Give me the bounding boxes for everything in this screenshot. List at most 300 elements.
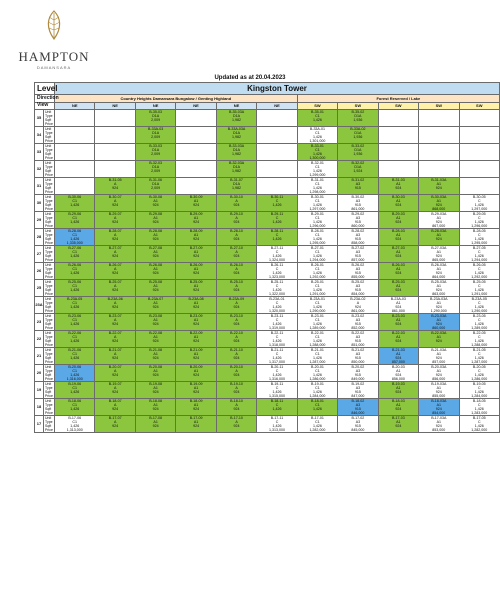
row-label: Price [45, 190, 53, 194]
unit-number: B-28-07 [108, 229, 122, 233]
unit-type: C [477, 301, 481, 305]
unit-price: 847,000 [351, 394, 365, 398]
unit-price: 854,000 [432, 411, 446, 415]
unit-type: A1 [193, 369, 199, 373]
unit-price: 1,287,000 [471, 360, 488, 364]
unit-number: B-30-09 [189, 195, 203, 199]
unit-sqft: 1,426 [70, 254, 80, 258]
unit-cell [459, 195, 499, 212]
unit-cell [297, 399, 337, 416]
unit-sqft: 924 [193, 390, 200, 394]
unit-type: D1A [152, 165, 160, 169]
unit-type: C1 [72, 386, 78, 390]
unit-price: 1,299,000 [309, 173, 326, 177]
unit-price [460, 139, 499, 143]
unit-number: B-21-05 [472, 348, 486, 352]
unit-cell [419, 382, 459, 399]
floor-level: 17 [35, 416, 44, 433]
unit-sqft: 924 [233, 322, 240, 326]
unit-number: B-23-07 [108, 314, 122, 318]
unit-sqft: 915 [354, 407, 361, 411]
unit-price [55, 156, 94, 160]
floor-level: 35 [35, 110, 44, 127]
row-label: Sqft [45, 305, 52, 309]
unit-cell [55, 229, 95, 246]
unit-price [55, 224, 94, 228]
unit-cell [135, 314, 175, 331]
unit-sqft: 1,426 [70, 237, 80, 241]
unit-type: A1 [396, 199, 401, 203]
unit-cell [419, 331, 459, 348]
unit-type: A3 [355, 369, 361, 373]
unit-cell [297, 161, 337, 178]
unit-cell [216, 280, 256, 297]
row-label: Unit [45, 144, 52, 148]
unit-price [136, 241, 175, 245]
unit-price: 857,000 [351, 258, 365, 262]
unit-sqft: 1,426 [70, 305, 80, 309]
unit-cell [378, 382, 418, 399]
unit-cell [338, 365, 378, 382]
unit-sqft: 924 [193, 220, 200, 224]
unit-type: C1 [315, 301, 320, 305]
unit-price [257, 411, 296, 415]
unit-price: 1,297,000 [309, 207, 326, 211]
unit-type: A3 [355, 420, 361, 424]
unit-price [55, 207, 94, 211]
unit-type: C1 [315, 267, 320, 271]
unit-number: B-23A-03A [430, 297, 448, 301]
unit-type: D1A [354, 131, 362, 135]
unit-cell [419, 399, 459, 416]
unit-cell [55, 297, 95, 314]
unit-cell [338, 348, 378, 365]
unit-number: B-28-02 [351, 229, 365, 233]
unit-cell [135, 212, 175, 229]
unit-price: 850,000 [351, 360, 365, 364]
unit-type: C [275, 369, 279, 373]
unit-sqft: 924 [152, 322, 159, 326]
unit-price: 1,289,000 [471, 326, 488, 330]
unit-sqft: 1,426 [272, 220, 282, 224]
unit-price [419, 122, 458, 126]
unit-cell [55, 161, 95, 178]
unit-number: B-17-06 [68, 416, 82, 420]
unit-price: 1,317,000 [268, 360, 285, 364]
unit-cell [378, 246, 418, 263]
unit-cell [176, 127, 216, 144]
unit-sqft: 1,426 [272, 373, 282, 377]
unit-type: A [356, 301, 360, 305]
unit-number: B-22-03 [391, 331, 405, 335]
unit-price: 1,315,000 [268, 394, 285, 398]
unit-sqft: 1,426 [312, 373, 322, 377]
unit-price [55, 122, 94, 126]
unit-number: B-21-10 [230, 348, 243, 352]
row-labels [44, 331, 55, 348]
unit-sqft: 1,426 [312, 237, 322, 241]
unit-price: 1,313,000 [268, 428, 285, 432]
unit-number: B-23-11 [270, 314, 284, 318]
unit-sqft: 924 [112, 288, 119, 292]
row-label: Unit [45, 110, 52, 114]
view-cell: SW [419, 103, 459, 110]
unit-price: 1,282,000 [309, 428, 326, 432]
unit-sqft: 924 [112, 424, 119, 428]
row-label: Unit [45, 246, 52, 250]
unit-number: B-17-11 [270, 416, 284, 420]
unit-cell [297, 365, 337, 382]
unit-type: A1 [396, 216, 401, 220]
unit-cell [378, 314, 418, 331]
unit-cell [338, 331, 378, 348]
unit-sqft: 924 [112, 339, 119, 343]
unit-price [136, 343, 175, 347]
row-label: Price [45, 173, 53, 177]
unit-cell [176, 331, 216, 348]
unit-cell [297, 195, 337, 212]
unit-type: A1 [153, 267, 158, 271]
floor-level: 21 [35, 348, 44, 365]
unit-price [217, 156, 256, 160]
unit-type: A1 [193, 267, 199, 271]
unit-cell [135, 127, 175, 144]
unit-type: C1 [72, 199, 78, 203]
unit-sqft: 924 [152, 203, 159, 207]
row-label: Type [45, 369, 53, 373]
unit-cell [459, 178, 499, 195]
unit-type: C1 [315, 216, 320, 220]
unit-type: C1 [315, 352, 320, 356]
unit-sqft: 924 [193, 356, 200, 360]
unit-type: A [113, 301, 117, 305]
unit-price [217, 377, 256, 381]
unit-cell [257, 399, 297, 416]
row-labels [44, 127, 55, 144]
unit-type: A1 [436, 233, 441, 237]
unit-sqft: 924 [112, 186, 119, 190]
unit-type: C [477, 369, 481, 373]
unit-number: B-22-11 [270, 331, 284, 335]
unit-sqft: 1,426 [312, 203, 322, 207]
unit-price [217, 258, 256, 262]
unit-type: A3 [355, 386, 361, 390]
unit-price: 1,298,000 [309, 190, 326, 194]
unit-number: B-35-02 [351, 110, 365, 114]
unit-sqft: 924 [233, 220, 240, 224]
unit-type: C1 [72, 216, 78, 220]
unit-type: C1 [315, 131, 320, 135]
hampton-leaf-icon [37, 8, 71, 42]
floor-row [35, 416, 500, 433]
unit-cell [378, 263, 418, 280]
unit-cell [135, 110, 175, 127]
unit-price: 865,000 [432, 258, 446, 262]
unit-sqft: 1,426 [474, 271, 484, 275]
floor-row [35, 212, 500, 229]
unit-number: B-31-05 [108, 178, 122, 182]
unit-number: B-25-07 [108, 280, 122, 284]
unit-type: C1 [315, 420, 320, 424]
unit-price [298, 411, 337, 415]
unit-sqft: 924 [435, 254, 442, 258]
unit-type: C [275, 352, 279, 356]
unit-sqft: 1,924 [353, 169, 363, 173]
unit-number: B-33-03A [228, 144, 245, 148]
unit-sqft: 924 [152, 407, 159, 411]
unit-type: A3 [355, 335, 361, 339]
unit-type: A [113, 233, 117, 237]
unit-price: 855,000 [351, 275, 365, 279]
unit-type: C [477, 386, 481, 390]
floor-row [35, 399, 500, 416]
unit-number: B-29-09 [189, 212, 203, 216]
unit-cell [216, 399, 256, 416]
unit-number: B-23A-01 [309, 297, 326, 301]
unit-cell [95, 144, 135, 161]
unit-sqft: 924 [435, 424, 442, 428]
unit-sqft: 924 [152, 356, 159, 360]
direction-header: Direction [35, 95, 55, 103]
unit-price [176, 326, 215, 330]
unit-number: B-23A-07 [148, 297, 164, 301]
unit-price [55, 139, 94, 143]
unit-cell [378, 110, 418, 127]
unit-number: B-29-03 [391, 212, 405, 216]
unit-type: C1 [315, 148, 320, 152]
unit-sqft: 924 [395, 373, 402, 377]
unit-cell [257, 365, 297, 382]
floor-row [35, 127, 500, 144]
unit-cell [216, 348, 256, 365]
unit-cell [216, 365, 256, 382]
unit-sqft: 1,426 [474, 424, 484, 428]
row-label: Unit [45, 280, 52, 284]
unit-type: C [275, 301, 279, 305]
unit-price [217, 207, 256, 211]
unit-cell [257, 144, 297, 161]
unit-sqft: 1,426 [70, 288, 80, 292]
row-label: Price [45, 360, 53, 364]
unit-number: B-35-03A [228, 110, 245, 114]
unit-price [419, 173, 458, 177]
unit-type: A3 [355, 318, 361, 322]
unit-sqft: 924 [395, 271, 402, 275]
unit-cell [297, 178, 337, 195]
unit-sqft: 924 [233, 339, 240, 343]
unit-number: B-31-02 [351, 178, 365, 182]
unit-price: 851,000 [351, 343, 365, 347]
unit-price: 860,000 [351, 224, 365, 228]
unit-number: B-18-06 [68, 399, 82, 403]
unit-cell [135, 144, 175, 161]
unit-price: 1,335,000 [66, 241, 83, 245]
unit-number: B-31-03A [431, 178, 447, 182]
unit-type: C [275, 199, 279, 203]
unit-type: A1 [193, 216, 199, 220]
unit-number: B-26-05 [472, 263, 486, 267]
unit-price: 863,000 [432, 292, 446, 296]
unit-type: A3 [355, 403, 361, 407]
unit-number: B-26-08 [149, 263, 163, 267]
unit-price: 854,000 [351, 292, 365, 296]
unit-price: 1,284,000 [471, 394, 488, 398]
unit-number: B-19-10 [230, 382, 243, 386]
unit-number: B-31-06 [149, 178, 163, 182]
unit-type: A1 [436, 318, 441, 322]
unit-price [176, 377, 215, 381]
unit-cell [378, 212, 418, 229]
unit-sqft: 924 [395, 203, 402, 207]
unit-number: B-20-05 [472, 365, 486, 369]
unit-cell [459, 263, 499, 280]
unit-number: B-20-06 [68, 365, 82, 369]
unit-sqft: 924 [354, 305, 361, 309]
unit-cell [135, 280, 175, 297]
unit-price [176, 428, 215, 432]
row-label: Sqft [45, 339, 52, 343]
unit-number: B-33-03 [149, 144, 163, 148]
unit-price [257, 122, 296, 126]
unit-sqft: 1,982 [232, 118, 242, 122]
unit-type: C [275, 420, 279, 424]
unit-type: C1 [72, 250, 78, 254]
unit-type: C [477, 284, 481, 288]
unit-cell [297, 331, 337, 348]
unit-sqft: 1,426 [312, 305, 322, 309]
unit-number: B-29-06 [68, 212, 82, 216]
view-header: View [35, 103, 55, 110]
unit-price: 853,000 [432, 428, 446, 432]
unit-sqft: 924 [233, 288, 240, 292]
unit-cell [459, 382, 499, 399]
unit-cell [257, 331, 297, 348]
unit-type: C [275, 250, 279, 254]
floor-level: 19 [35, 382, 44, 399]
unit-number: B-25-08 [149, 280, 163, 284]
unit-type: C1 [315, 114, 320, 118]
unit-price [257, 190, 296, 194]
unit-number: B-25-01 [311, 280, 324, 284]
unit-type: C1 [72, 403, 78, 407]
row-label: Unit [45, 161, 52, 165]
unit-price [55, 411, 94, 415]
unit-sqft: 1,426 [272, 271, 282, 275]
unit-cell [257, 212, 297, 229]
unit-price [217, 122, 256, 126]
unit-number: B-27-07 [108, 246, 122, 250]
unit-cell [338, 297, 378, 314]
unit-cell [135, 382, 175, 399]
unit-sqft: 924 [233, 271, 240, 275]
unit-number: B-22-02 [351, 331, 365, 335]
unit-sqft: 924 [435, 186, 442, 190]
unit-number: B-19-06 [68, 382, 82, 386]
unit-type: A1 [193, 199, 199, 203]
unit-price: 1,288,000 [309, 343, 326, 347]
unit-number: B-22-05 [472, 331, 486, 335]
unit-sqft: 924 [395, 220, 402, 224]
unit-sqft: 924 [435, 288, 442, 292]
unit-price [95, 275, 134, 279]
row-label: Sqft [45, 152, 52, 156]
unit-cell [378, 331, 418, 348]
unit-price [136, 207, 175, 211]
unit-sqft: 915 [354, 390, 361, 394]
unit-number: B-27-10 [230, 246, 243, 250]
unit-cell [257, 263, 297, 280]
unit-price: 857,000 [391, 360, 405, 364]
unit-sqft: 924 [395, 339, 402, 343]
unit-type: A1 [153, 216, 158, 220]
row-label: Unit [45, 382, 52, 386]
unit-cell [176, 280, 216, 297]
unit-cell [257, 382, 297, 399]
unit-type: A1 [153, 233, 158, 237]
floor-level: 28 [35, 229, 44, 246]
unit-price [379, 139, 418, 143]
unit-sqft: 915 [354, 254, 361, 258]
unit-price [176, 173, 215, 177]
unit-cell [297, 348, 337, 365]
unit-type: D1A [152, 182, 160, 186]
row-label: Unit [45, 297, 52, 301]
unit-type: A1 [436, 335, 441, 339]
unit-type: C [275, 386, 279, 390]
unit-type: A [235, 199, 238, 203]
unit-sqft: 1,426 [70, 356, 80, 360]
unit-number: B-20-11 [270, 365, 284, 369]
unit-price [257, 241, 296, 245]
row-label: Sqft [45, 237, 52, 241]
unit-type: C [275, 284, 279, 288]
unit-cell [176, 229, 216, 246]
unit-sqft: 924 [193, 288, 200, 292]
row-label: Unit [45, 314, 52, 318]
unit-cell [257, 127, 297, 144]
unit-sqft: 924 [152, 254, 159, 258]
unit-type: C1 [72, 352, 78, 356]
unit-price: 1,323,000 [268, 275, 285, 279]
unit-cell [338, 161, 378, 178]
unit-cell [459, 161, 499, 178]
row-label: Price [45, 394, 53, 398]
unit-type: C [477, 267, 481, 271]
floor-level: 33 [35, 144, 44, 161]
unit-number: B-17-05 [472, 416, 486, 420]
row-labels [44, 246, 55, 263]
row-labels [44, 297, 55, 314]
unit-sqft: 924 [152, 390, 159, 394]
unit-price [176, 241, 215, 245]
unit-cell [459, 297, 499, 314]
unit-price [257, 224, 296, 228]
row-label: Unit [45, 212, 52, 216]
floor-level: 31 [35, 178, 44, 195]
unit-cell [338, 178, 378, 195]
unit-price [338, 122, 377, 126]
unit-number: B-30-02 [351, 195, 365, 199]
unit-sqft: 1,426 [272, 407, 282, 411]
unit-cell [459, 246, 499, 263]
row-labels [44, 348, 55, 365]
row-label: Sqft [45, 271, 52, 275]
unit-type: C1 [315, 369, 320, 373]
unit-cell [216, 127, 256, 144]
unit-cell [297, 280, 337, 297]
unit-sqft: 1,426 [474, 220, 484, 224]
unit-number: B-33-02 [351, 144, 365, 148]
